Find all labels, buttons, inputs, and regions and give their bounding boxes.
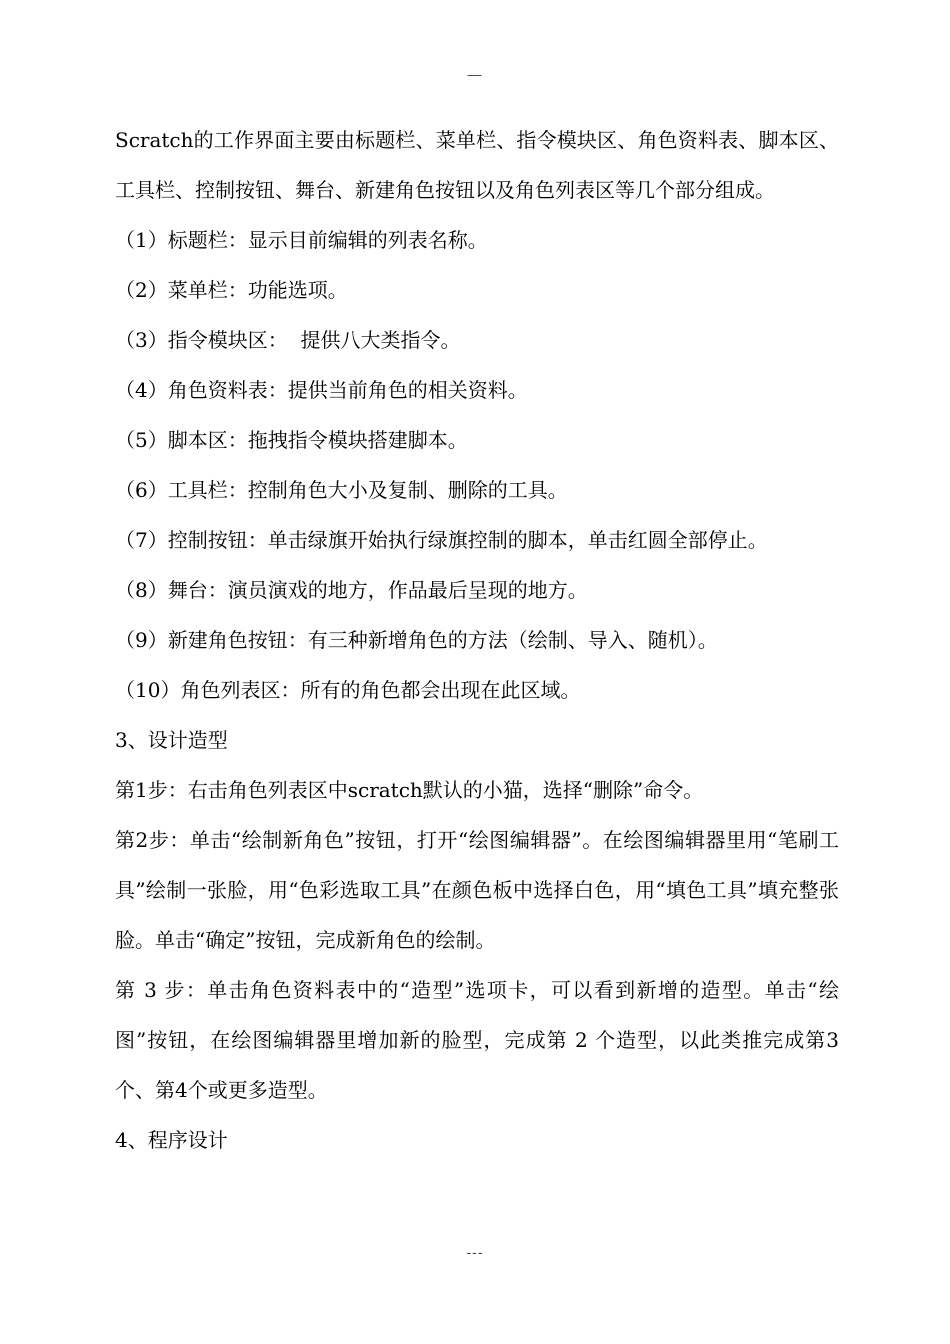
list-item-sprite-info: （4）角色资料表：提供当前角色的相关资料。 [115,378,528,402]
list-item-sprite-list: （10）角色列表区：所有的角色都会出现在此区域。 [115,678,581,702]
step-3-paragraph: 第 3 步：单击角色资料表中的“造型”选项卡，可以看到新增的造型。单击“绘图”按钮，在绘图编辑器里增加新的脸型，完成第 2 个造型，以此类推完成第3个、第4个或更多造型。 [115,978,839,1102]
page-footer-mark: --- [466,1244,484,1260]
step-1-paragraph: 第1步：右击角色列表区中scratch默认的小猫，选择“删除”命令。 [115,778,704,802]
list-item-stage: （8）舞台：演员演戏的地方，作品最后呈现的地方。 [115,578,588,602]
list-item-block-palette: （3）指令模块区： 提供八大类指令。 [115,328,461,352]
page-header-mark: — [467,66,483,82]
step-2-paragraph: 第2步：单击“绘制新角色”按钮，打开“绘图编辑器”。在绘图编辑器里用“笔刷工具”绘制一张脸，用“色彩选取工具”在颜色板中选择白色，用“填色工具”填充整张脸。单击“确定”按钮，完成新角色的绘制。 [115,828,839,952]
list-item-toolbar: （6）工具栏：控制角色大小及复制、删除的工具。 [115,478,568,502]
list-item-title-bar: （1）标题栏：显示目前编辑的列表名称。 [115,228,488,252]
list-item-menu-bar: （2）菜单栏：功能选项。 [115,278,348,302]
section-heading-design-costumes: 3、设计造型 [115,728,228,752]
document-body [115,115,839,1165]
list-item-script-area: （5）脚本区：拖拽指令模块搭建脚本。 [115,428,468,452]
section-heading-program-design: 4、程序设计 [115,1128,228,1152]
intro-paragraph: Scratch的工作界面主要由标题栏、菜单栏、指令模块区、角色资料表、脚本区、工具栏、控制按钮、舞台、新建角色按钮以及角色列表区等几个部分组成。 [115,128,839,202]
list-item-new-sprite-buttons: （9）新建角色按钮：有三种新增角色的方法（绘制、导入、随机）。 [115,628,718,652]
list-item-control-buttons: （7）控制按钮：单击绿旗开始执行绿旗控制的脚本，单击红圆全部停止。 [115,528,768,552]
